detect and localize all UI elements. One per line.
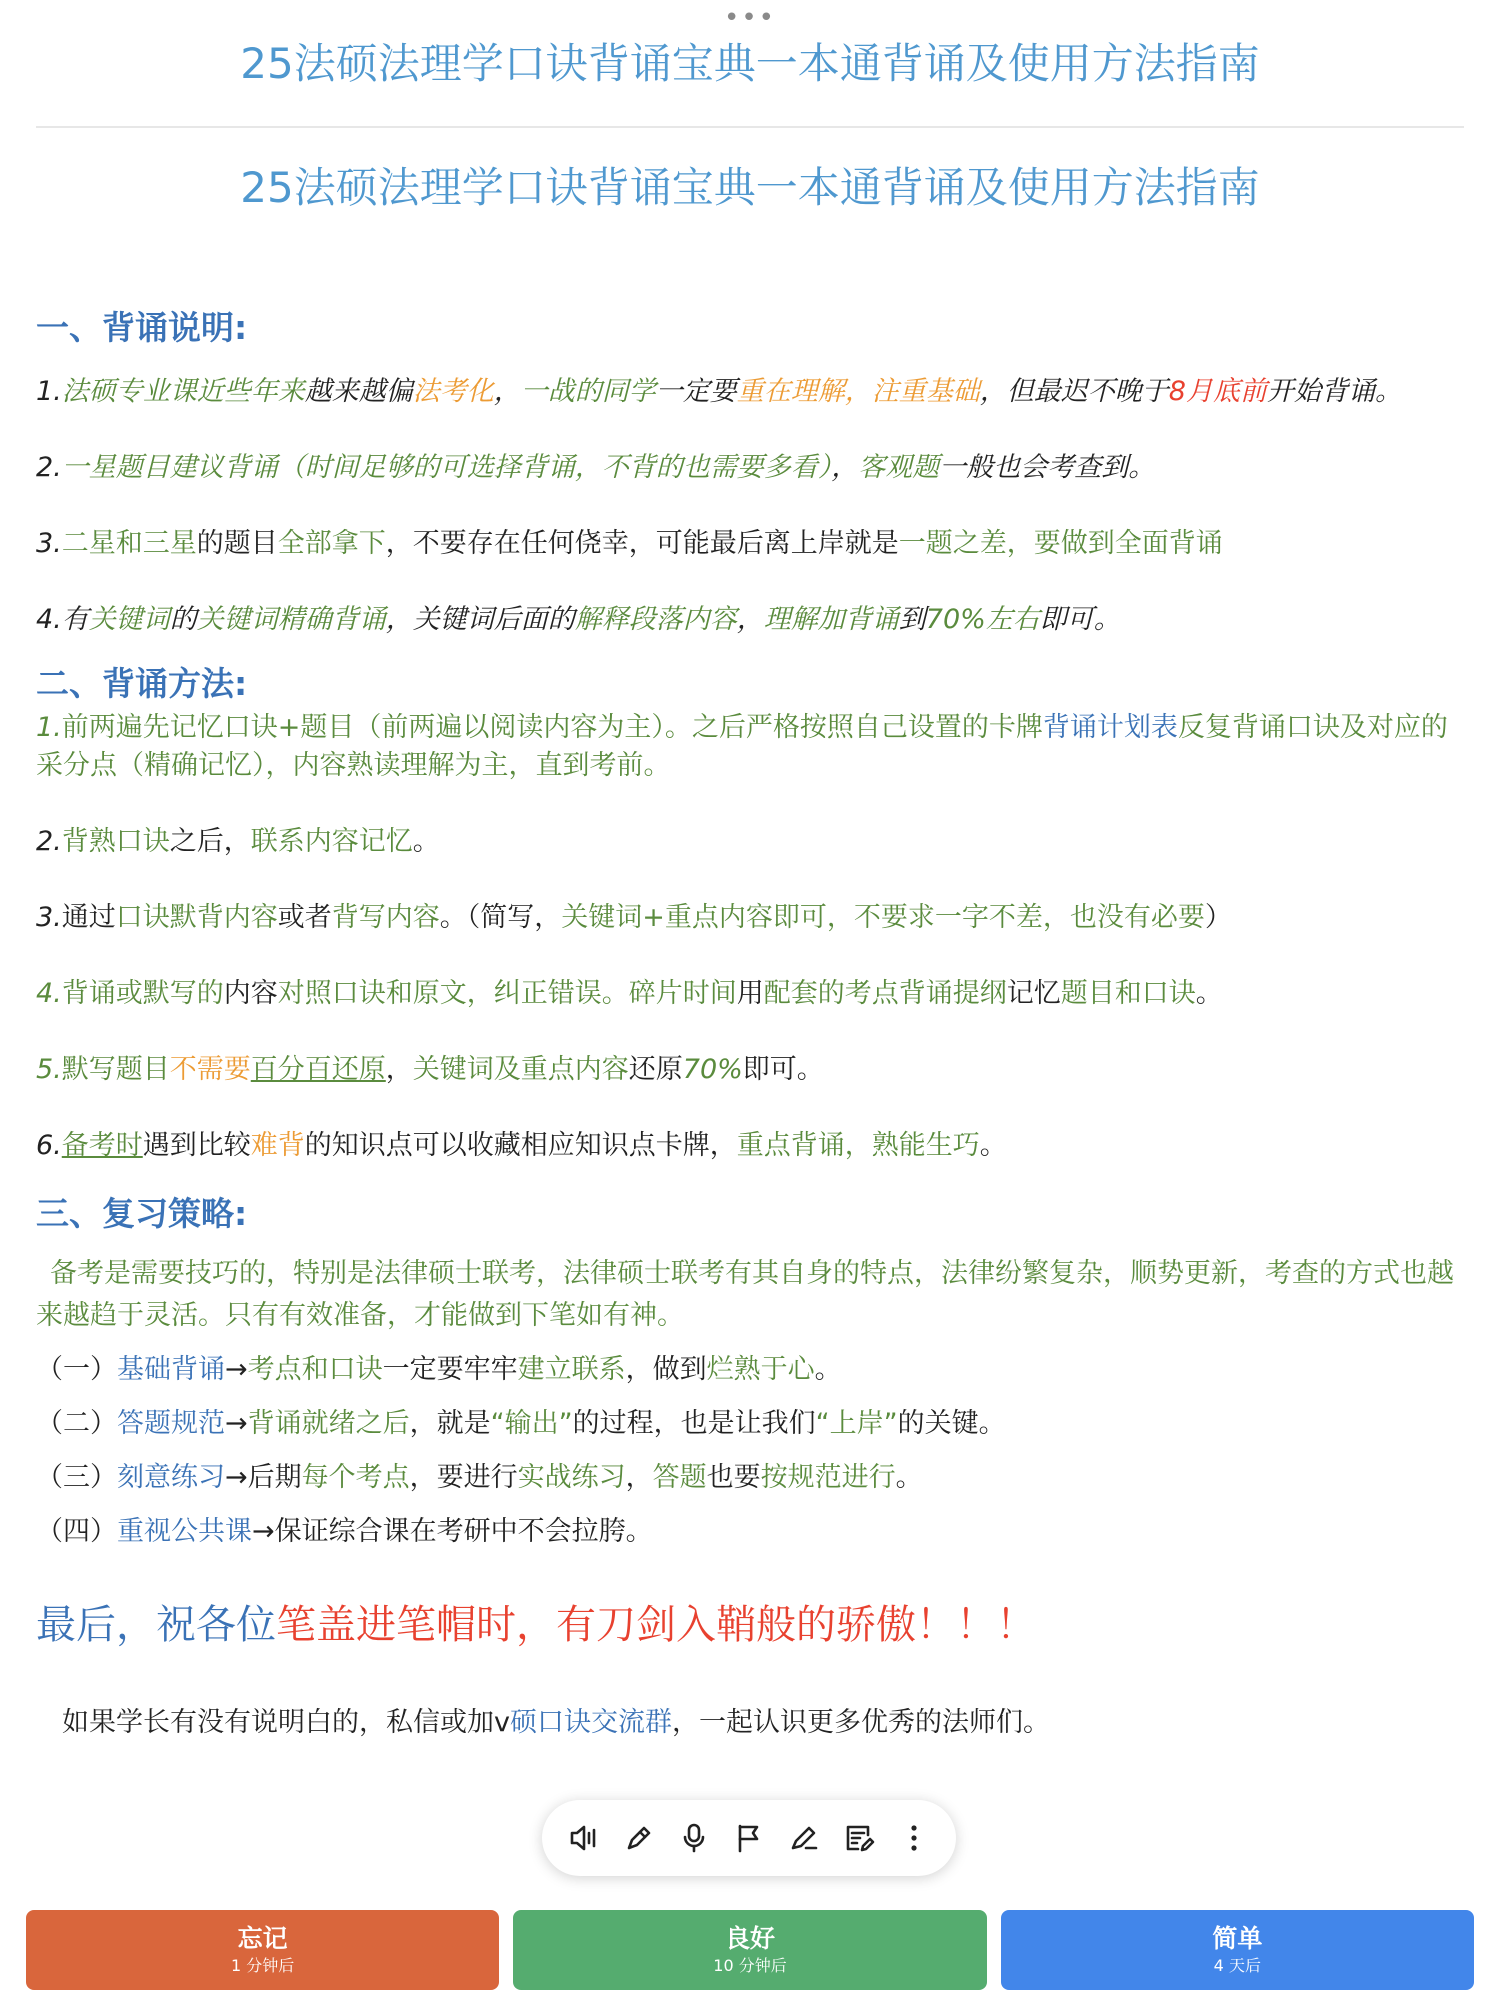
closing-message: 最后，祝各位笔盖进笔帽时，有刀剑入鞘般的骄傲！！！ xyxy=(36,1602,1036,1648)
paragraph-s2-2: 2.背熟口诀之后，联系内容记忆。 xyxy=(36,826,440,857)
more-options-icon[interactable]: ••• xyxy=(723,3,776,33)
window-title: 25法硕法理学口诀背诵宝典一本通背诵及使用方法指南 xyxy=(240,39,1260,88)
card-content xyxy=(36,305,1466,1743)
list-item-s3-4: （四）重视公共课→保证综合课在考研中不会拉胯。 xyxy=(36,1516,653,1547)
paragraph-s2-5: 5.默写题目不需要百分百还原，关键词及重点内容还原70%即可。 xyxy=(36,1054,824,1085)
paragraph-s3-intro: 备考是需要技巧的，特别是法律硕士联考，法律硕士联考有其自身的特点，法律纷繁复杂，顺势更新，考查的方式也越来越趋于灵活。只有有效准备，才能做到下笔如有神。 xyxy=(36,1258,1454,1331)
footer-note: 如果学长有没有说明白的，私信或加v硕口诀交流群，一起认识更多优秀的法师们。 xyxy=(62,1707,1050,1738)
floating-toolbar xyxy=(542,1800,956,1876)
page-title: 25法硕法理学口诀背诵宝典一本通背诵及使用方法指南 xyxy=(240,163,1260,212)
paragraph-s1-4: 4.有关键词的关键词精确背诵，关键词后面的解释段落内容，理解加背诵到70%左右即可。 xyxy=(36,604,1121,635)
speaker-icon[interactable] xyxy=(562,1816,606,1860)
forget-button[interactable] xyxy=(26,1910,499,1990)
paragraph-s2-3: 3.通过口诀默背内容或者背写内容。（简写，关键词+重点内容即可，不要求一字不差，也没有必要） xyxy=(36,902,1232,933)
paragraph-s2-1: 1.前两遍先记忆口诀+题目（前两遍以阅读内容为主）。之后严格按照自己设置的卡牌背诵计划表反复背诵口诀及对应的采分点（精确记忆），内容熟读理解为主，直到考前。 xyxy=(36,712,1448,781)
paragraph-s2-6: 6.备考时遇到比较难背的知识点可以收藏相应知识点卡牌，重点背诵，熟能生巧。 xyxy=(36,1130,1007,1161)
list-item-s3-2: （二）答题规范→背诵就绪之后，就是“输出”的过程，也是让我们“上岸”的关键。 xyxy=(36,1408,1006,1439)
easy-label: 简单 xyxy=(1212,1924,1263,1953)
section-heading-2: 二、背诵方法: xyxy=(36,664,248,703)
section-heading-3: 三、复习策略: xyxy=(36,1194,248,1233)
list-item-s3-3: （三）刻意练习→后期每个考点，要进行实战练习，答题也要按规范进行。 xyxy=(36,1462,923,1493)
more-vertical-icon[interactable] xyxy=(892,1816,936,1860)
flag-icon[interactable] xyxy=(727,1816,771,1860)
easy-button[interactable] xyxy=(1001,1910,1474,1990)
answer-buttons xyxy=(26,1910,1474,1990)
highlighter-icon[interactable] xyxy=(782,1816,826,1860)
good-button[interactable] xyxy=(513,1910,986,1990)
paragraph-s2-4: 4.背诵或默写的内容对照口诀和原文，纠正错误。碎片时间用配套的考点背诵提纲记忆题目和口诀。 xyxy=(36,978,1223,1009)
divider xyxy=(36,126,1464,128)
section-heading-1: 一、背诵说明: xyxy=(36,308,248,347)
paragraph-s1-3: 3.二星和三星的题目全部拿下，不要存在任何侥幸，可能最后离上岸就是一题之差，要做到全面背诵 xyxy=(36,528,1223,559)
paragraph-s1-2: 2.一星题目建议背诵（时间足够的可选择背诵，不背的也需要多看），客观题一般也会考查到。 xyxy=(36,452,1156,483)
good-label: 良好 xyxy=(724,1924,775,1953)
list-item-s3-1: （一）基础背诵→考点和口诀一定要牢牢建立联系，做到烂熟于心。 xyxy=(36,1354,842,1385)
microphone-icon[interactable] xyxy=(672,1816,716,1860)
note-edit-icon[interactable] xyxy=(837,1816,881,1860)
pen-icon[interactable] xyxy=(617,1816,661,1860)
paragraph-s1-1: 1.法硕专业课近些年来越来越偏法考化，一战的同学一定要重在理解，注重基础，但最迟不晚于8月底前开始背诵。 xyxy=(36,376,1402,407)
good-interval: 10 分钟后 xyxy=(713,1956,787,1975)
forget-interval: 1 分钟后 xyxy=(231,1956,295,1975)
easy-interval: 4 天后 xyxy=(1213,1956,1261,1975)
forget-label: 忘记 xyxy=(237,1924,288,1953)
